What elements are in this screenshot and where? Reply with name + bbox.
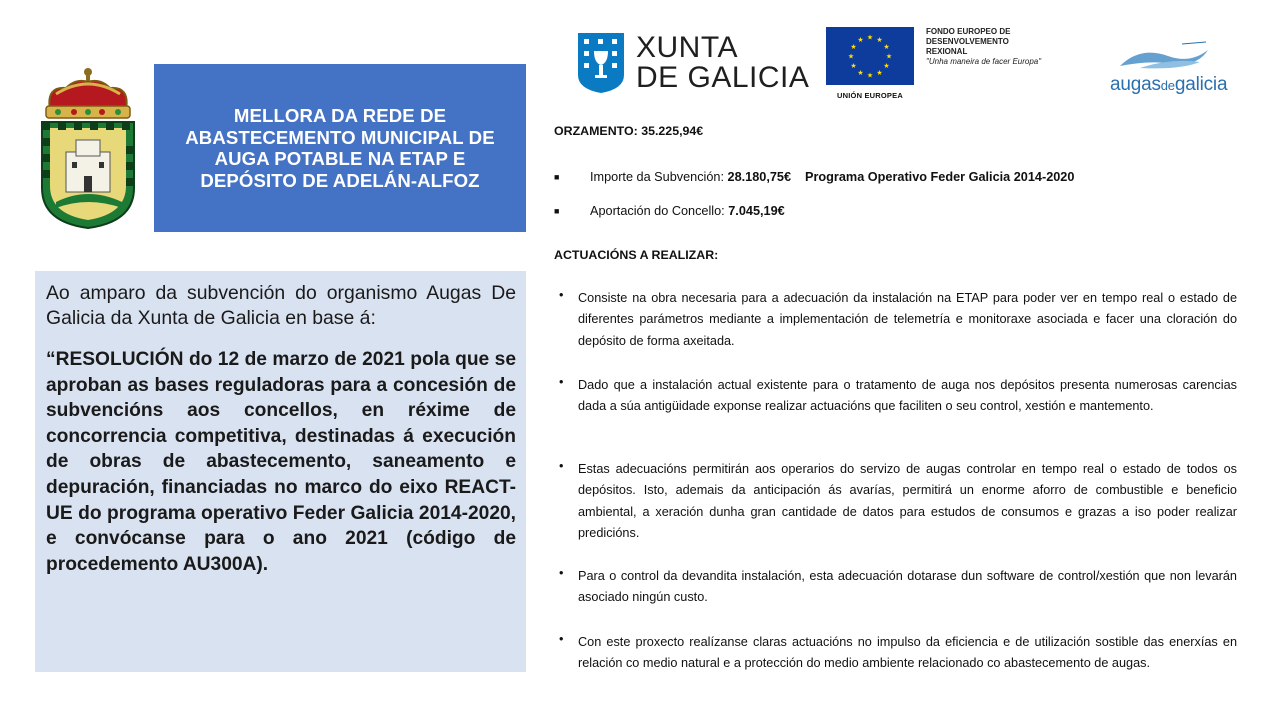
augas-word-a: augas <box>1110 74 1161 95</box>
wave-icon <box>1110 40 1240 74</box>
eu-star-icon: ★ <box>866 72 874 80</box>
action-text: Con este proxecto realízanse claras actuacións no impulso da eficiencia e de utilización sostible das enerxías en relación co medio natural e a protección do medio ambiente relacionado co abastecemento de augas. <box>578 635 1237 671</box>
feder-line1: FONDO EUROPEO DE <box>926 27 1011 36</box>
eu-star-icon: ★ <box>850 63 857 70</box>
feder-text <box>926 27 1086 67</box>
eu-feder-logo <box>826 27 1042 100</box>
eu-star-icon: ★ <box>876 69 883 77</box>
municipal-coat-of-arms-logo <box>36 66 140 230</box>
project-title: MELLORA DA REDE DE ABASTECEMENTO MUNICIPAL DE AUGA POTABLE NA ETAP E DEPÓSITO DE ADELÁN-ALFOZ <box>185 105 495 191</box>
eu-star-icon: ★ <box>883 63 890 70</box>
eu-star-icon: ★ <box>850 44 857 51</box>
subsidy-value: 28.180,75€ <box>727 170 792 184</box>
eu-star-icon: ★ <box>847 53 855 61</box>
xunta-de-galicia-logo <box>576 31 809 95</box>
subsidy-label: Importe da Subvención: <box>590 170 728 184</box>
council-value: 7.045,19€ <box>728 204 785 218</box>
action-text: Estas adecuacións permitirán aos operarios do servizo de augas controlar en tempo real o estado de todos os depósitos. Isto, ademais da anticipación ás avarías, permitirá un enorme aforro de combustible e beneficio ambiental, a xeración dunha gran cantidade de datos para estudos de consumos e grazas a iso poder realizar predicións. <box>578 462 1237 540</box>
eu-star-icon: ★ <box>857 69 864 77</box>
council-contribution-line <box>590 204 785 218</box>
square-bullet-icon: ■ <box>554 206 560 216</box>
eu-star-icon: ★ <box>876 37 883 45</box>
eu-star-icon: ★ <box>857 37 864 45</box>
xunta-line1: XUNTA <box>636 31 738 64</box>
action-text: Consiste na obra necesaria para a adecuación da instalación na ETAP para poder ver en tempo real o estado de diferentes parámetros mediante a implementación de telemetría e monitoraxe asociada e facer una cloración do depósito de forma axeitada. <box>578 291 1237 348</box>
eu-star-icon: ★ <box>883 44 890 51</box>
eu-star-icon: ★ <box>885 53 893 61</box>
bullet-icon: • <box>559 375 564 389</box>
subsidy-intro: Ao amparo da subvención do organismo Augas De Galicia da Xunta de Galicia en base á: <box>46 282 516 329</box>
budget-total: ORZAMENTO: 35.225,94€ <box>554 124 704 138</box>
xunta-shield-icon <box>576 31 626 95</box>
eu-flag-icon <box>826 27 914 85</box>
feder-line3: REXIONAL <box>926 47 968 56</box>
xunta-line2: DE GALICIA <box>636 61 810 94</box>
action-text: Dado que a instalación actual existente para o tratamento de auga nos depósitos presenta numerosas carencias dada a súa antigüidade exponse realizar actuacións que faciliten o seu control, xestión e mantemento. <box>578 378 1237 414</box>
augas-wordmark <box>1110 74 1227 96</box>
augas-word-de: de <box>1160 78 1175 93</box>
council-label: Aportación do Concello: <box>590 204 729 218</box>
augas-word-b: galicia <box>1174 74 1228 95</box>
project-title-box <box>154 64 526 232</box>
square-bullet-icon: ■ <box>554 172 560 182</box>
feder-line2: DESENVOLVEMENTO <box>926 37 1009 46</box>
eu-label: UNIÓN EUROPEA <box>837 91 903 100</box>
bullet-icon: • <box>559 288 564 302</box>
eu-star-icon: ★ <box>866 34 874 42</box>
action-text: Para o control da devandita instalación, esta adecuación dotarase dun software de control/xestión que non levarán asociado ningún custo. <box>578 569 1237 605</box>
augas-de-galicia-logo <box>1110 40 1240 98</box>
actions-heading: ACTUACIÓNS A REALIZAR: <box>554 248 719 262</box>
subsidy-info-box <box>35 271 526 672</box>
bullet-icon: • <box>559 632 564 646</box>
subsidy-program: Programa Operativo Feder Galicia 2014-2020 <box>805 170 1075 184</box>
subsidy-amount-line <box>590 170 1074 184</box>
bullet-icon: • <box>559 566 564 580</box>
bullet-icon: • <box>559 459 564 473</box>
resolution-text: “RESOLUCIÓN do 12 de marzo de 2021 pola que se aproban as bases reguladoras para a concesión de subvencións aos concellos, en réxime de concorrencia competitiva, destinadas á execución de obras de abastecemento, saneamento e depuración, financiadas no marco do eixo REACT-UE do programa operativo Feder Galicia 2014-2020, e convócanse para o ano 2021 (código de procedemento AU300A). <box>46 349 516 575</box>
feder-motto: "Unha maneira de facer Europa" <box>926 57 1042 66</box>
